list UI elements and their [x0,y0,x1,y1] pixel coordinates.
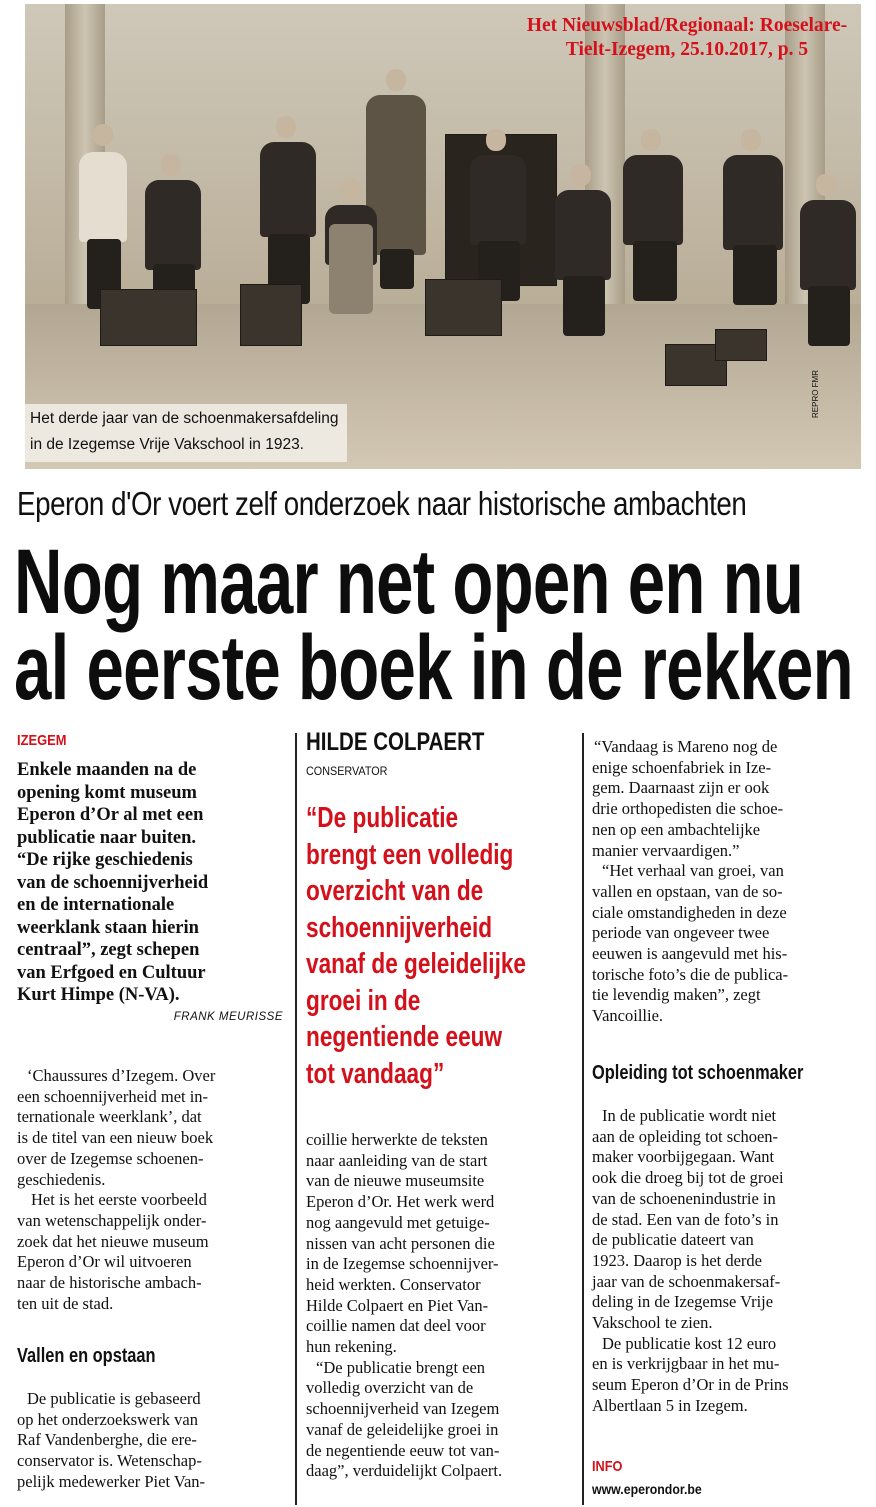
info-label: INFO [592,1458,623,1475]
headline-line: al eerste boek in de rekken [14,617,853,719]
subhead-opleiding: Opleiding tot schoenmaker [592,1062,804,1084]
source-note: Het Nieuwsblad/Regionaal: Roeselare- Tielt-Izegem, 25.10.2017, p. 5 [526,15,848,60]
byline: FRANK MEURISSE [173,1011,283,1023]
column-divider [582,733,584,1505]
kicker: Eperon d'Or voert zelf onderzoek naar historische ambachten [17,485,747,522]
quote-role: CONSERVATOR [306,764,388,778]
photo-caption-box [25,404,347,462]
info-url[interactable]: www.eperondor.be [592,1481,702,1497]
photo-credit: REPRO FMR [811,370,820,418]
location-label: IZEGEM [17,732,67,749]
pull-quote: “De publicatie brengt een volledig overzicht van de schoennijverheid vanaf de geleidelijke groei in de negentiende eeuw tot vandaag” [306,802,527,1090]
column-divider [295,733,297,1505]
subhead-vallen: Vallen en opstaan [17,1345,156,1367]
article-photo [25,4,861,469]
intro-paragraph: Enkele maanden na de opening komt museum Eperon d’Or al met een publicatie naar buiten. “De rijke geschiedenis van de schoennijverheid en de internationale weerklank staan hierin centraal”, zegt schepen van Erfgoed en Cultuur Kurt Himpe (N-VA). [17,760,209,1005]
photo-caption-line: in de Izegemse Vrije Vakschool in 1923. [30,436,304,453]
body-text: ‘Chaussures d’Izegem. Over een schoennijverheid met in- ternationale weerklank’, dat is de titel van een nieuw boek over de Izegemse schoenen- geschiedenis. Het is het eerste voorbeeld van wetenschappelijk onder- zoek dat het nieuwe museum Eperon d’Or wil uitvoeren naar de historische ambach- ten uit de stad. [17,1066,216,1313]
photo-caption-line: Het derde jaar van de schoenmakersafdeling [30,410,339,427]
body-text: In de publicatie wordt niet aan de opleiding tot schoen- maker voorbijgegaan. Want ook die droeg bij tot de groei van de schoenenindustrie in de stad. Een van de foto’s in de publicatie dateert van 1923. Daarop is het derde jaar van de schoenmakersaf- deling in de Izegemse Vrije Vakschool te zien. De publicatie kost 12 euro en is verkrijgbaar in het mu- seum Eperon d’Or in de Prins Albertlaan 5 in Izegem. [592,1106,789,1415]
body-text: De publicatie is gebaseerd op het onderzoekswerk van Raf Vandenberghe, die ere- conservator is. Wetenschap- pelijk medewerker Piet Van- [17,1389,206,1491]
headline-line: Nog maar net open en nu [14,531,804,633]
body-text: “Vandaag is Mareno nog de enige schoenfabriek in Ize- gem. Daarnaast zijn er ook drie orthopedisten die schoe- nen op een ambachtelijke manier vervaardigen.” “Het verhaal van groei, van vallen en opstaan, van de so- ciale omstandigheden in deze periode van ongeveer twee eeuwen is aangevuld met his- torische foto’s die de publica- tie levendig maken”, zegt Vancoillie. [592,737,789,1026]
quote-name: HILDE COLPAERT [306,728,485,756]
body-text: coillie herwerkte de teksten naar aanleiding van de start van de nieuwe museumsite Eperon d’Or. Het werk werd nog aangevuld met getuige- nissen van acht personen die in de Izegemse schoennijver- heid werkten. Conservator Hilde Colpaert en Piet Van- coillie namen dat deel voor hun rekening. “De publicatie brengt een volledig overzicht van de schoennijverheid van Izegem vanaf de geleidelijke groei in de negentiende eeuw tot van- daag”, verduidelijkt Colpaert. [306,1130,503,1481]
